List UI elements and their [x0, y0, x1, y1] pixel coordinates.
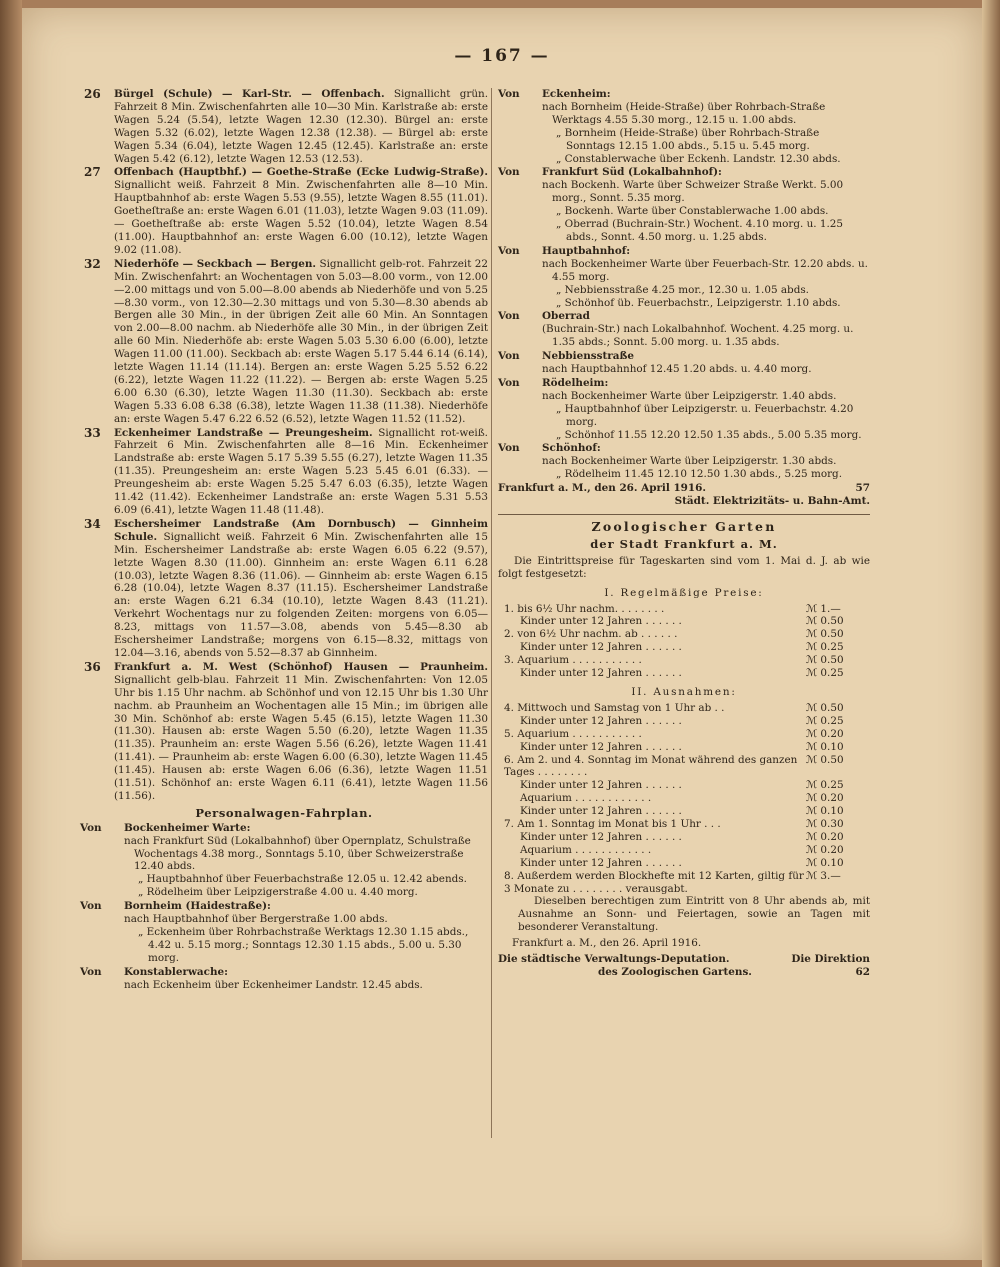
route-text: Signallicht gelb-rot. Fahrzeit 22 Min. Zwischenfahrt: an Wochentagen von 5.03—8.00 vorm., von 12.00—2.00 mittags und von 5.00—8.00 abends ab Niederhöfe und von 5.25—8.30 vorm., von 12.30—2.30 mittags und von 5.30—8.30 abends ab Bergen alle 30 Min., in der übrigen Zeit alle 60 Min. An Sonntagen von 2.00—8.00 nachm. ab Niederhöfe alle 30 Min., in der übrigen Zeit alle 60 Min. Niederhöfe ab: erste Wagen 5.03 5.30 6.00 (6.00), letzte Wagen 11.00 (11.00). Seckbach ab: erste Wagen 5.17 5.44 6.14 (6.14), letzte Wagen 11.14 (11.14). Bergen an: erste Wagen 5.25 5.52 6.22 (6.22), letzte Wagen 11.22 (11.22). — Bergen ab: erste Wagen 5.25 6.00 6.30 (6.30), letzte Wagen 11.30 (11.30). Seckbach ab: erste Wagen 5.33 6.08 6.38 (6.38), letzte Wagen 11.38 (11.38). Niederhöfe an: erste Wagen 5.47 6.22 6.52 (6.52), letzte Wagen 11.52 (11.52).	[114, 257, 488, 425]
price-value: ℳ 0.50	[806, 701, 844, 714]
price-row	[498, 603, 870, 616]
price-label: 7. Am 1. Sonntag im Monat bis 1 Uhr . . .	[504, 818, 721, 831]
price-label: Aquarium . . . . . . . . . . . .	[520, 843, 652, 856]
schedule-block	[498, 88, 870, 165]
transit-signature-date	[498, 482, 870, 495]
schedule-line: „ Rödelheim 11.45 12.10 12.50 1.30 abds., 5.25 morg.	[556, 468, 843, 481]
von-label: Von	[498, 376, 520, 389]
schedule-line: nach Hauptbahnhof über Bergerstraße 1.00 abds.	[124, 913, 388, 926]
price-row	[498, 641, 870, 654]
price-row	[498, 667, 870, 680]
schedule-line: „ Eckenheim über Rohrbachstraße Werktags 12.30 1.15 abds., 4.42 u. 5.15 morg.; Sonntags 12.30 1.15 abds., 5.00 u. 5.30 morg.	[138, 926, 469, 964]
sign-date: Frankfurt a. M., den 26. April 1916.	[498, 482, 706, 495]
price-label: Kinder unter 12 Jahren . . . . . .	[520, 714, 682, 727]
schedule-line: nach Hauptbahnhof 12.45 1.20 abds. u. 4.40 morg.	[542, 363, 812, 376]
regular-prices-heading: I. Regelmäßige Preise:	[604, 586, 764, 599]
schedule-line: nach Bockenheimer Warte über Leipzigerstr. 1.40 abds.	[542, 389, 837, 402]
route-number: 33	[84, 425, 101, 440]
price-value: ℳ 0.20	[806, 830, 844, 843]
schedule-line: „ Hauptbahnhof über Leipzigerstr. u. Feuerbachstr. 4.20 morg.	[556, 402, 854, 428]
origin-stop: Rödelheim:	[542, 376, 609, 389]
schedule-line: nach Bornheim (Heide-Straße) über Rohrbach-Straße Werktags 4.55 5.30 morg., 12.15 u. 1.00 abds.	[542, 100, 826, 126]
price-row	[498, 741, 870, 754]
left-column	[80, 88, 488, 993]
price-value: ℳ 0.30	[806, 818, 844, 831]
price-label: Kinder unter 12 Jahren . . . . . .	[520, 667, 682, 680]
origin-stop: Eckenheim:	[542, 88, 611, 100]
von-label: Von	[498, 88, 520, 100]
zoo-intro: Die Eintrittspreise für Tageskarten sind vom 1. Mai d. J. ab wie folgt festgesetzt:	[498, 554, 870, 580]
route-entry	[80, 258, 488, 426]
schedule-block	[80, 966, 488, 992]
route-entry	[80, 166, 488, 256]
price-label: Kinder unter 12 Jahren . . . . . .	[520, 740, 682, 753]
right-schedule-blocks	[498, 88, 870, 481]
price-row	[498, 831, 870, 844]
route-heading: Frankfurt a. M. West (Schönhof) Hausen — Praunheim.	[114, 660, 488, 673]
price-value: ℳ 0.20	[806, 843, 844, 856]
route-number: 26	[84, 87, 101, 101]
schedule-line: „ Schönhof 11.55 12.20 12.50 1.35 abds., 5.00 5.35 morg.	[556, 428, 862, 441]
zoo-direction: Die Direktion	[791, 953, 870, 966]
price-value: ℳ 3.—	[806, 869, 841, 882]
schedule-block	[498, 442, 870, 481]
personal-timetable-heading: Personalwagen-Fahrplan.	[195, 805, 373, 820]
price-label: Kinder unter 12 Jahren . . . . . .	[520, 805, 682, 818]
schedule-line: „ Schönhof üb. Feuerbachstr., Leipzigerstr. 1.10 abds.	[556, 296, 841, 309]
price-label: 6. Am 2. und 4. Sonntag im Monat während des ganzen Tages . . . . . . . .	[504, 753, 798, 779]
origin-stop: Konstablerwache:	[124, 965, 228, 978]
route-text: Signallicht grün. Fahrzeit 8 Min. Zwischenfahrten alle 10—30 Min. Karlstraße ab: erste Wagen 5.24 (5.54), letzte Wagen 12.30 (12.30). Bürgel an: erste Wagen 5.32 (6.02), letzte Wagen 12.38 (12.38). — Bürgel ab: erste Wagen 5.34 (6.04), letzte Wagen 12.45 (12.45). Karlstraße an: erste Wagen 5.42 (6.12), letzte Wagen 12.53 (12.53).	[114, 88, 489, 165]
exceptions-heading: II. Ausnahmen:	[631, 685, 737, 698]
zoo-note: Dieselben berechtigen zum Eintritt von 8 Uhr abends ab, mit Ausnahme an Sonn- und Feiertagen, sowie an Tagen mit besonderer Veranstaltung.	[518, 895, 870, 934]
price-label: Kinder unter 12 Jahren . . . . . .	[520, 641, 682, 654]
price-row	[498, 857, 870, 870]
price-label: Aquarium . . . . . . . . . . . .	[520, 792, 652, 805]
schedule-line: (Buchrain-Str.) nach Lokalbahnhof. Wochent. 4.25 morg. u. 1.35 abds.; Sonnt. 5.00 morg. u. 1.35 abds.	[542, 323, 854, 349]
price-row	[498, 715, 870, 728]
origin-stop: Oberrad	[542, 310, 590, 323]
von-label: Von	[80, 965, 102, 978]
price-row	[498, 654, 870, 667]
zoo-garden-name: des Zoologischen Gartens.	[598, 966, 752, 978]
route-text: Signallicht gelb-blau. Fahrzeit 11 Min. Zwischenfahrten: Von 12.05 Uhr bis 1.15 Uhr nachm. ab Schönhof und von 12.15 Uhr bis 1.30 Uhr nachm. ab Praunheim an Wochentagen alle 15 Min.; im übrigen alle 30 Min. Schönhof ab: erste Wagen 5.45 (6.15), letzte Wagen 11.30 (11.30). Hausen ab: erste Wagen 5.50 (6.20), letzte Wagen 11.35 (11.35). Praunheim an: erste Wagen 5.56 (6.26), letzte Wagen 11.41 (11.41). — Praunheim ab: erste Wagen 6.00 (6.30), letzte Wagen 11.45 (11.45). Hausen ab: erste Wagen 6.06 (6.36), letzte Wagen 11.51 (11.51). Schönhof an: erste Wagen 6.11 (6.41), letzte Wagen 11.56 (11.56).	[114, 673, 488, 802]
schedule-line: „ Bockenh. Warte über Constablerwache 1.00 abds.	[556, 205, 829, 218]
von-label: Von	[498, 350, 520, 363]
von-label: Von	[498, 166, 520, 179]
origin-stop: Frankfurt Süd (Lokalbahnhof):	[542, 166, 722, 179]
route-entry	[80, 427, 488, 517]
schedule-line: nach Frankfurt Süd (Lokalbahnhof) über Opernplatz, Schulstraße Wochentags 4.38 morg., Sonntags 5.10, über Schweizerstraße 12.40 abds.	[124, 834, 471, 873]
route-heading: Bürgel (Schule) — Karl-Str. — Offenbach.	[114, 88, 385, 100]
zoo-signatories	[498, 953, 870, 966]
route-number: 27	[84, 165, 101, 180]
price-value: ℳ 0.25	[806, 641, 844, 654]
right-column	[498, 88, 870, 979]
route-entry	[80, 518, 488, 660]
von-label: Von	[498, 310, 520, 323]
price-value: ℳ 0.20	[806, 727, 844, 740]
schedule-line: nach Bockenheimer Warte über Leipzigerstr. 1.30 abds.	[542, 455, 837, 468]
route-entry	[80, 661, 488, 803]
von-label: Von	[498, 244, 520, 257]
schedule-block	[498, 377, 870, 442]
price-label: 1. bis 6½ Uhr nachm. . . . . . . .	[504, 602, 665, 615]
price-row	[498, 779, 870, 792]
regular-prices-list	[498, 603, 870, 680]
price-row	[498, 728, 870, 741]
page-edge	[982, 0, 1000, 1267]
price-value: ℳ 0.50	[806, 628, 844, 641]
zoo-signatory-line	[498, 966, 870, 979]
schedule-line: „ Nebbiensstraße 4.25 mor., 12.30 u. 1.05 abds.	[556, 283, 809, 296]
page-number: — 167 —	[454, 46, 550, 66]
price-row	[498, 844, 870, 857]
price-value: ℳ 0.10	[806, 856, 844, 869]
price-value: ℳ 0.25	[806, 667, 844, 680]
book-spine	[0, 0, 22, 1267]
price-value: ℳ 1.—	[806, 602, 841, 615]
document-page	[22, 8, 982, 1260]
schedule-block	[498, 350, 870, 376]
price-row	[498, 818, 870, 831]
route-text: Signallicht weiß. Fahrzeit 8 Min. Zwischenfahrten alle 8—10 Min. Hauptbahnhof ab: erste Wagen 5.53 (9.55), letzte Wagen 8.55 (11.01). Goetheſtraße an: erste Wagen 6.01 (11.03), letzte Wagen 9.03 (11.09). — Goetheſtraße ab: erste Wagen 5.52 (10.04), letzte Wagen 8.54 (11.00). Hauptbahnhof an: erste Wagen 6.00 (10.12), letzte Wagen 9.02 (11.08).	[114, 179, 488, 256]
price-label: 2. von 6½ Uhr nachm. ab . . . . . .	[504, 628, 678, 641]
price-value: ℳ 0.10	[806, 805, 844, 818]
route-number: 32	[84, 256, 101, 271]
zoo-deputation: Die städtische Verwaltungs-Deputation.	[498, 953, 730, 966]
price-row	[498, 702, 870, 715]
route-text: Signallicht weiß. Fahrzeit 6 Min. Zwischenfahrten alle 15 Min. Eschersheimer Landstraße ab: erste Wagen 6.05 6.22 (9.57), letzte Wagen 8.30 (11.00). Ginnheim an: erste Wagen 6.11 6.28 (10.03), letzte Wagen 8.36 (11.06). — Ginnheim ab: erste Wagen 6.15 6.28 (10.04), letzte Wagen 8.37 (11.15). Eschersheimer Landstraße an: erste Wagen 6.21 6.34 (10.10), letzte Wagen 8.43 (11.21). Verkehrt Wochentags nur zu folgenden Zeiten: morgens von 6.05—8.23, mittags von 11.57—3.08, abends von 5.45—8.30 ab Eschersheimer Landstraße; morgens von 6.15—8.32, mittags von 12.04—3.16, abends von 5.52—8.37 ab Ginnheim.	[114, 530, 488, 659]
schedule-line: „ Oberrad (Buchrain-Str.) Wochent. 4.10 morg. u. 1.25 abds., Sonnt. 4.50 morg. u. 1.25 abds.	[556, 218, 844, 243]
price-row	[498, 805, 870, 818]
origin-stop: Schönhof:	[542, 442, 601, 455]
column-divider	[491, 88, 492, 1138]
price-label: 8. Außerdem werden Blockhefte mit 12 Karten, giltig für 3 Monate zu . . . . . . . . verausgabt.	[504, 869, 804, 895]
schedule-line: „ Hauptbahnhof über Feuerbachstraße 12.05 u. 12.42 abends.	[138, 873, 467, 886]
schedule-block	[80, 822, 488, 899]
price-value: ℳ 0.25	[806, 779, 844, 792]
price-value: ℳ 0.50	[806, 753, 844, 766]
origin-stop: Bockenheimer Warte:	[124, 821, 251, 834]
price-row	[498, 792, 870, 805]
price-value: ℳ 0.25	[806, 714, 844, 727]
route-number: 34	[84, 516, 101, 531]
price-label: Kinder unter 12 Jahren . . . . . .	[520, 856, 682, 869]
price-label: 3. Aquarium . . . . . . . . . . .	[504, 654, 642, 667]
route-heading: Niederhöfe — Seckbach — Bergen.	[114, 257, 317, 270]
section-separator	[498, 514, 870, 515]
price-label: Kinder unter 12 Jahren . . . . . .	[520, 615, 682, 628]
price-label: 5. Aquarium . . . . . . . . . . .	[504, 727, 642, 740]
zoo-title: Zoologischer Garten	[591, 519, 777, 534]
schedule-line: nach Bockenheimer Warte über Feuerbach-Str. 12.20 abds. u. 4.55 morg.	[542, 257, 868, 283]
price-value: ℳ 0.10	[806, 740, 844, 753]
exceptions-list	[498, 702, 870, 896]
von-label: Von	[498, 442, 520, 455]
origin-stop: Nebbiensstraße	[542, 350, 634, 363]
route-heading: Eckenheimer Landstraße — Preungesheim.	[114, 426, 373, 439]
origin-stop: Hauptbahnhof:	[542, 244, 631, 257]
price-row	[498, 615, 870, 628]
price-row	[498, 628, 870, 641]
route-entry	[80, 88, 488, 165]
zoo-date: Frankfurt a. M., den 26. April 1916.	[512, 937, 702, 950]
route-text: Signallicht rot-weiß. Fahrzeit 6 Min. Zwischenfahrten alle 8—16 Min. Eckenheimer Landstraße ab: erste Wagen 5.17 5.39 5.55 (6.27), letzte Wagen 11.35 (11.35). Preungesheim an: erste Wagen 5.23 5.45 6.01 (6.33). — Preungesheim ab: erste Wagen 5.25 5.47 6.03 (6.35), letzte Wagen 11.42 (11.42). Eckenheimer Landstraße an: erste Wagen 5.31 5.53 6.09 (6.41), letzte Wagen 11.48 (11.48).	[114, 426, 488, 516]
von-label: Von	[80, 821, 102, 834]
route-number: 36	[84, 659, 101, 674]
schedule-block	[498, 310, 870, 349]
price-value: ℳ 0.50	[806, 615, 844, 628]
origin-stop: Bornheim (Haidestraße):	[124, 900, 271, 913]
sign-number: 57	[855, 482, 870, 495]
price-value: ℳ 0.50	[806, 654, 844, 667]
price-row	[498, 754, 870, 780]
transit-authority: Städt. Elektrizitäts- u. Bahn-Amt.	[674, 495, 870, 508]
schedule-line: „ Rödelheim über Leipzigerstraße 4.00 u. 4.40 morg.	[138, 886, 418, 899]
route-heading: Offenbach (Hauptbhf.) — Goethe-Straße (Ecke Ludwig-Straße).	[114, 166, 488, 179]
schedule-line: nach Bockenh. Warte über Schweizer Straße Werkt. 5.00 morg., Sonnt. 5.35 morg.	[542, 179, 844, 205]
zoo-subtitle: der Stadt Frankfurt a. M.	[590, 536, 778, 551]
zoo-number: 62	[855, 966, 870, 978]
schedule-line: „ Constablerwache über Eckenh. Landstr. 12.30 abds.	[556, 152, 841, 165]
price-row	[498, 870, 870, 896]
von-label: Von	[80, 900, 102, 913]
schedule-line: „ Bornheim (Heide-Straße) über Rohrbach-Straße Sonntags 12.15 1.00 abds., 5.15 u. 5.45 morg.	[556, 126, 820, 152]
price-label: Kinder unter 12 Jahren . . . . . .	[520, 779, 682, 792]
price-label: 4. Mittwoch und Samstag von 1 Uhr ab . .	[504, 701, 725, 714]
price-label: Kinder unter 12 Jahren . . . . . .	[520, 830, 682, 843]
schedule-line: nach Eckenheim über Eckenheimer Landstr. 12.45 abds.	[124, 978, 423, 991]
schedule-block	[498, 166, 870, 243]
schedule-block	[80, 900, 488, 965]
price-value: ℳ 0.20	[806, 792, 844, 805]
route-heading: Eschersheimer Landstraße (Am Dornbusch) — Ginnheim Schule.	[114, 517, 488, 543]
schedule-block	[498, 245, 870, 310]
